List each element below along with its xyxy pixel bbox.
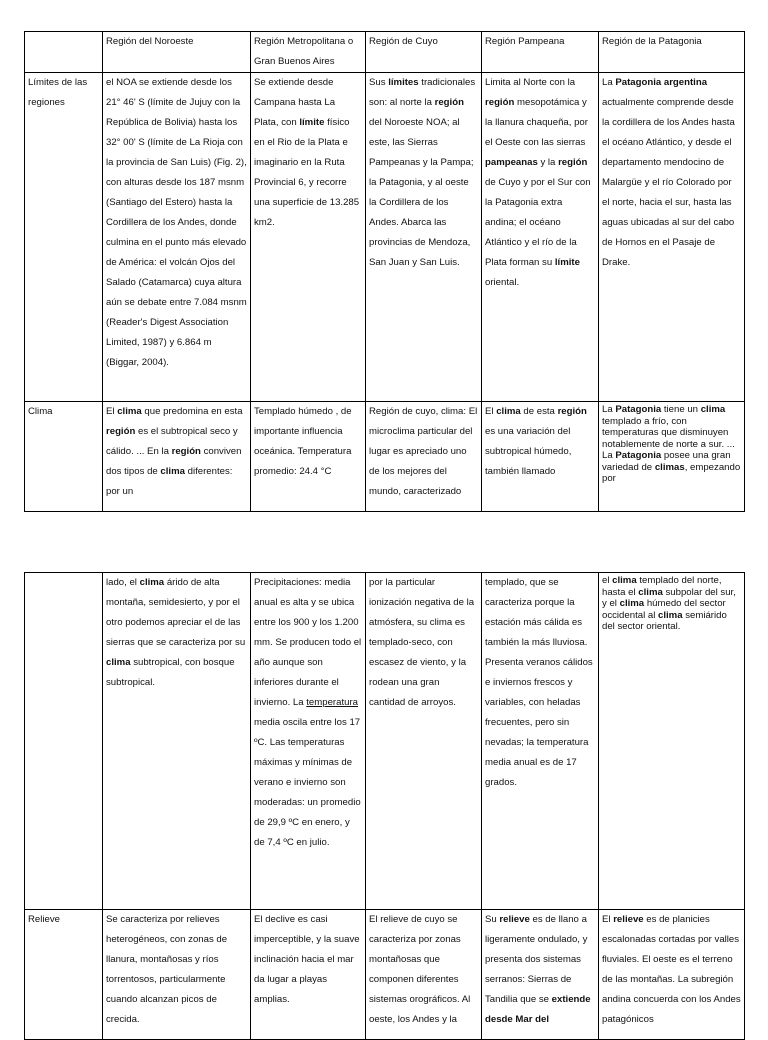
text: diferentes: por un: [106, 466, 233, 497]
keyword: región: [557, 406, 587, 417]
table-page-1: [24, 31, 745, 512]
keyword: relieve: [499, 914, 530, 925]
text: el: [602, 575, 613, 586]
keyword: región: [434, 97, 464, 108]
keyword: clima: [139, 577, 165, 588]
limites-cuyo-cell: [366, 73, 482, 402]
keyword: pampeanas: [485, 157, 538, 168]
header-cuyo: Región de Cuyo: [366, 32, 482, 73]
table-row-limites: [25, 73, 745, 402]
clima-noa-cell: [103, 402, 251, 512]
clima-patagonia-cell-continued: [599, 573, 745, 910]
relieve-metro-cell: El declive es casi imperceptible, y la suave inclinación hacia el mar da lugar a playas amplias.: [251, 910, 366, 1040]
relieve-patagonia-cell: [599, 910, 745, 1040]
table-page-2: [24, 572, 745, 1040]
text: que predomina en esta: [141, 406, 243, 417]
clima-metro-cell-continued: [251, 573, 366, 910]
text: semiárido del sector oriental.: [602, 609, 727, 632]
text: media oscila entre los 17 ºC. Las temperaturas máximas y mínimas de verano e invierno son moderadas: un promedio de 29,9 ºC en enero, y de 7,4 ºC en julio.: [254, 717, 361, 848]
clima-patagonia-cell: [599, 402, 745, 512]
keyword: extiende desde Mar del: [485, 994, 591, 1025]
table-row-clima-continued: [25, 573, 745, 910]
text: mesopotámica y la llanura chaqueña, por el Oeste con las sierras: [485, 97, 588, 148]
text: oriental.: [485, 277, 520, 288]
keyword: límites: [388, 77, 419, 88]
text: es una variación del subtropical húmedo, también llamado: [485, 426, 572, 477]
keyword: clima: [638, 586, 663, 598]
relieve-cuyo-cell: El relieve de cuyo se caracteriza por zonas montañosas que componen diferentes sistemas orográficos. Al oeste, los Andes y la: [366, 910, 482, 1040]
keyword: climas: [654, 461, 685, 473]
clima-pampeana-cell: [482, 402, 599, 512]
keyword: relieve: [613, 914, 644, 925]
keyword: Patagonia: [615, 450, 662, 461]
relieve-noa-cell: Se caracteriza por relieves heterogéneos, con zonas de llanura, montañosas y ríos torrentosos, particularmente cuando alcanzan picos de crecida.: [103, 910, 251, 1040]
clima-noa-cell-continued: [103, 573, 251, 910]
header-empty-cell: [25, 32, 103, 73]
underlined-link-text: temperatura: [306, 697, 358, 708]
limites-pampeana-cell: [482, 73, 599, 402]
text: Limita al Norte con la: [485, 77, 576, 88]
text: El: [106, 406, 118, 417]
text: templado a frío, con temperaturas que disminuyen notablemente de norte a sur. ...: [602, 415, 735, 450]
text: Precipitaciones: media anual es alta y se ubica entre los 900 y los 1.200 mm. Se producen todo el año aunque son inferiores durante el invierno. La: [254, 577, 362, 708]
text: Su: [485, 914, 500, 925]
text: tradicionales son: al norte la: [369, 77, 476, 108]
keyword: clima: [700, 404, 726, 415]
text: subtropical, con bosque subtropical.: [106, 657, 235, 688]
keyword: clima: [117, 406, 142, 417]
limites-patagonia-cell: [599, 73, 745, 402]
text: posee una gran variedad de: [602, 450, 731, 473]
text: árido de alta montaña, semidesierto, y por el otro podemos apreciar el de las sierras que se caracteriza por su: [106, 577, 246, 648]
text: Sus: [369, 77, 389, 88]
text: La: [602, 77, 616, 88]
row-label-clima: Clima: [25, 402, 103, 512]
text: es de planicies escalonadas cortadas por valles fluviales. El oeste es el terreno de las montañas. La subregión andina concuerda con los Andes patagónicos: [602, 914, 741, 1025]
keyword: región: [485, 97, 515, 108]
text: húmedo del sector occidental al: [602, 598, 726, 621]
text: de esta: [520, 406, 558, 417]
row-label-empty: [25, 573, 103, 910]
text: La: [602, 404, 616, 415]
text: subpolar del sur, y el: [602, 586, 736, 609]
table-row-clima: [25, 402, 745, 512]
row-label-limites: Límites de las regiones: [25, 73, 103, 402]
limites-metro-cell: [251, 73, 366, 402]
keyword: región: [171, 446, 201, 457]
keyword: clima: [160, 466, 185, 477]
keyword: Patagonia: [615, 404, 662, 415]
header-row: [25, 32, 745, 73]
text: La: [602, 450, 616, 461]
limites-noa-cell: el NOA se extiende desde los 21° 46' S (límite de Jujuy con la República de Bolivia) hasta los 32° 00' S (límite de La Rioja con la provincia de San Luis) (Fig. 2), con alturas desde los 187 msnm (Santiago del Estero) hasta la Cordillera de los Andes, donde culmina en el punto más elevado de América: el volcán Ojos del Salado (Catamarca) cuya altura aún se debate entre 7.084 msnm (Reader's Digest Association Limited, 1987) y 6.864 m (Biggar, 2004).: [103, 73, 251, 402]
text: Se extiende desde Campana hasta La Plata, con: [254, 77, 336, 128]
keyword: clima: [619, 598, 645, 609]
text: y la: [537, 157, 559, 168]
text: templado del norte, hasta el: [602, 575, 722, 598]
text: es el subtropical seco y cálido. ... En la: [106, 426, 238, 457]
text: lado, el: [106, 577, 140, 588]
keyword: clima: [496, 406, 521, 417]
keyword: límite: [299, 117, 325, 128]
text: , empezando por: [602, 461, 741, 484]
text: conviven dos tipos de: [106, 446, 242, 477]
clima-metro-cell: Templado húmedo , de importante influencia oceánica. Temperatura promedio: 24.4 °C: [251, 402, 366, 512]
keyword: clima: [612, 575, 637, 586]
clima-cuyo-cell-continued: por la particular ionización negativa de la atmósfera, su clima es templado-seco, con escasez de viento, y la rodean una gran cantidad de arroyos.: [366, 573, 482, 910]
keyword: límite: [554, 257, 580, 268]
text: de Cuyo y por el Sur con la Patagonia extra andina; el océano Atlántico y el río de la Plata forman su: [485, 177, 591, 268]
text: físico en el Rio de la Plata e imaginario en la Ruta Provincial 6, y recorre una superficie de 13.285 km2.: [254, 117, 360, 228]
table-row-relieve: [25, 910, 745, 1040]
text: es de llano a ligeramente ondulado, y presenta dos sistemas serranos: Sierras de Tandilia que se: [485, 914, 588, 1005]
relieve-pampeana-cell: [482, 910, 599, 1040]
text: tiene un: [661, 404, 701, 415]
text: actualmente comprende desde la cordillera de los Andes hasta el océano Atlántico, y desde el departamento mendocino de Malargüe y el río Colorado por el norte, hacia el sur, hasta las aguas ubicadas al sur del cabo de Hornos en el Pasaje de Drake.: [602, 97, 735, 268]
clima-pampeana-cell-continued: templado, que se caracteriza porque la estación más cálida es también la más lluviosa. Presenta veranos cálidos e inviernos frescos y variables, con heladas frecuentes, pero sin nevadas; la temperatura media anual es de 17 grados.: [482, 573, 599, 910]
header-pampeana: Región Pampeana: [482, 32, 599, 73]
keyword: clima: [658, 609, 683, 621]
text: del Noroeste NOA; al este, las Sierras Pampeanas y la Pampa; la Patagonia, y al oeste la Cordillera de los Andes. Abarca las provincias de Mendoza, San Juan y San Luis.: [369, 117, 474, 268]
keyword: clima: [106, 657, 131, 668]
clima-cuyo-cell: Región de cuyo, clima: El microclima particular del lugar es apreciado uno de los mejores del mundo, caracterizado: [366, 402, 482, 512]
row-label-relieve: Relieve: [25, 910, 103, 1040]
keyword: Patagonia argentina: [615, 77, 708, 88]
header-metropolitana: Región Metropolitana o Gran Buenos Aires: [251, 32, 366, 73]
text: El: [485, 406, 497, 417]
header-patagonia: Región de la Patagonia: [599, 32, 745, 73]
keyword: región: [558, 157, 588, 168]
keyword: región: [106, 426, 136, 437]
text: El: [602, 914, 614, 925]
header-noa: Región del Noroeste: [103, 32, 251, 73]
